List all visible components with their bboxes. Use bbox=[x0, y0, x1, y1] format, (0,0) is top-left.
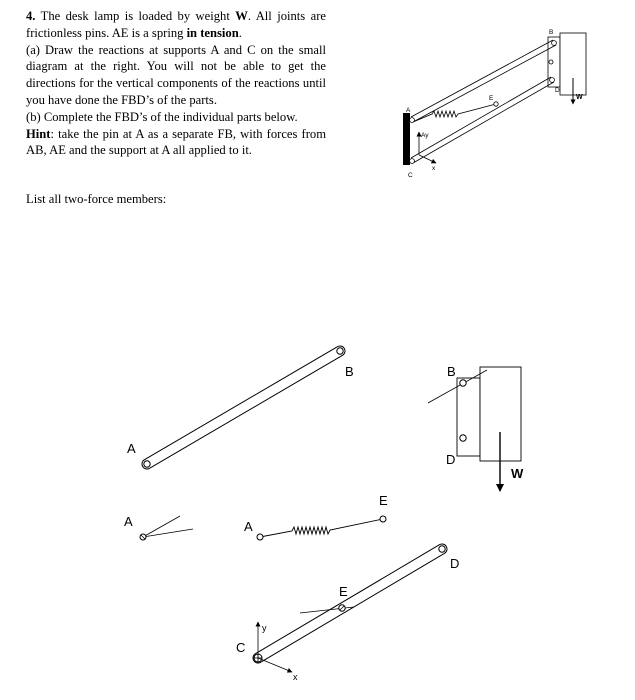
small-label-x: x bbox=[432, 165, 436, 172]
small-member-ab bbox=[411, 40, 556, 122]
small-pin-c bbox=[410, 159, 415, 164]
ab-label-b: B bbox=[345, 364, 354, 379]
small-spring-ae bbox=[413, 104, 496, 122]
intro-text-a: The desk lamp is loaded by weight bbox=[35, 9, 236, 23]
weight-label: W bbox=[511, 466, 524, 481]
cd-label-d: D bbox=[450, 556, 460, 571]
lamp-label-b: B bbox=[447, 364, 456, 379]
fbd-pin-a bbox=[124, 514, 193, 540]
small-assembly-diagram bbox=[403, 29, 586, 179]
pin-a-label: A bbox=[124, 514, 133, 529]
cd-label-e: E bbox=[339, 584, 348, 599]
lamp-force-line bbox=[428, 370, 487, 403]
fbd-lamp-head bbox=[428, 364, 524, 491]
spring-end-a bbox=[257, 534, 263, 540]
fbd-member-ab bbox=[127, 348, 354, 467]
weight-symbol: W bbox=[235, 9, 248, 23]
small-label-ay: Ay bbox=[421, 132, 429, 139]
hint-body: : take the pin at A as a separate FB, with forces from AB, AE and the support at A all applied to it. bbox=[26, 126, 326, 158]
ab-label-a: A bbox=[127, 441, 136, 456]
cd-x-axis bbox=[258, 658, 292, 672]
small-lamp-pin bbox=[549, 60, 553, 64]
lamp-label-d: D bbox=[446, 452, 456, 467]
fbd-member-cd bbox=[236, 546, 459, 682]
small-pin-e bbox=[494, 102, 498, 106]
part-b-text: (b) Complete the FBD’s of the individual parts below. bbox=[26, 109, 298, 124]
small-label-w: W bbox=[576, 94, 583, 101]
small-label-e: E bbox=[489, 95, 494, 102]
tension-phrase: in tension bbox=[186, 25, 239, 40]
small-label-a: A bbox=[406, 107, 411, 114]
intro-text-b: . All joints are frictionless pins. AE is a spring bbox=[26, 9, 326, 40]
cd-pin-d bbox=[439, 546, 445, 552]
cd-label-y: y bbox=[262, 623, 267, 633]
lamp-pin-b bbox=[460, 380, 466, 386]
small-label-b: B bbox=[549, 29, 554, 36]
part-a-text: (a) Draw the reactions at supports A and C on the small diagram at the right. You will not be able to get the directions for the vertical components of the reactions until you have done the FBD’s of the parts. bbox=[26, 42, 326, 107]
intro-text-c: . bbox=[238, 25, 242, 40]
small-pin-b bbox=[552, 41, 557, 46]
spring-end-e bbox=[380, 516, 386, 522]
small-x-arrow bbox=[419, 155, 436, 163]
wall-support bbox=[403, 113, 410, 165]
lamp-bracket bbox=[457, 378, 480, 456]
cd-label-c: C bbox=[236, 640, 246, 655]
hint-label: Hint bbox=[26, 126, 51, 141]
cd-label-x: x bbox=[293, 672, 298, 682]
problem-number: 4. bbox=[26, 9, 36, 23]
small-label-d: D bbox=[555, 87, 560, 94]
spring-label-e: E bbox=[379, 493, 388, 508]
small-member-cd bbox=[411, 77, 554, 163]
ab-pin-a bbox=[144, 461, 150, 467]
lamp-pin-d bbox=[460, 435, 466, 441]
two-force-prompt: List all two-force members: bbox=[26, 192, 167, 206]
small-pin-a bbox=[410, 118, 415, 123]
small-pin-d bbox=[550, 78, 555, 83]
spring-label-a: A bbox=[244, 519, 253, 534]
small-label-c: C bbox=[408, 172, 413, 179]
fbd-spring-ae bbox=[244, 493, 388, 540]
ab-pin-b bbox=[337, 348, 343, 354]
